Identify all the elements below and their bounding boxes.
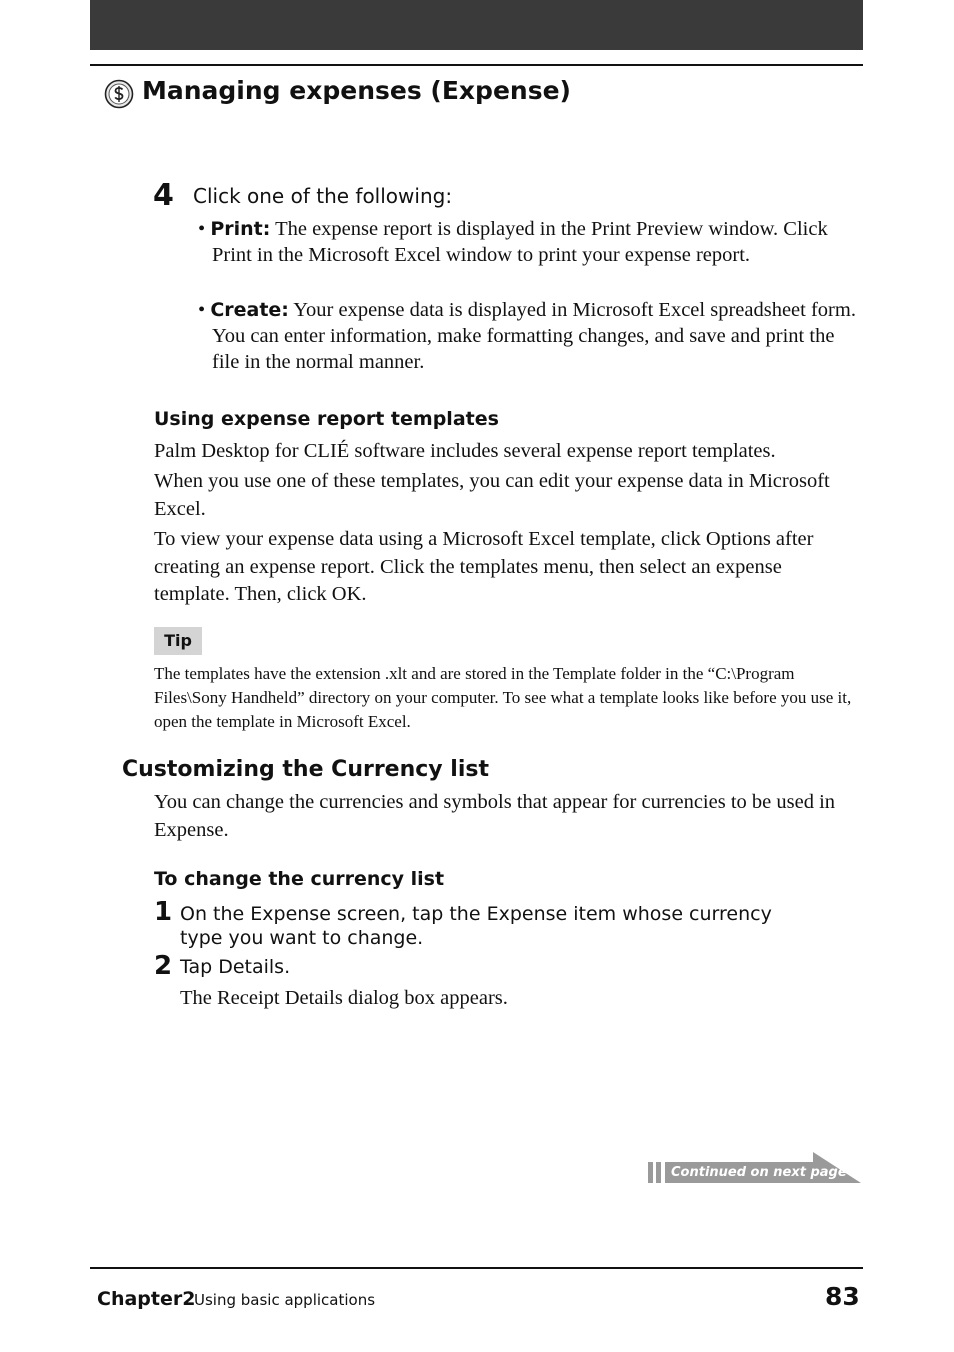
section-heading: Customizing the Currency list (122, 757, 489, 782)
step-number: 4 (153, 178, 174, 213)
tip-label: Tip (154, 627, 202, 655)
bullet-body: Your expense data is displayed in Microsoft Excel spreadsheet form. You can enter information, make formatting changes, and save and print the file in the normal manner. (212, 299, 856, 373)
footer-chapter: Chapter2 (97, 1288, 196, 1310)
paragraph: When you use one of these templates, you can edit your expense data in Microsoft Excel. (154, 470, 830, 520)
subsection-heading: To change the currency list (154, 868, 445, 890)
step-text: Click one of the following: (193, 184, 453, 208)
step-text: On the Expense screen, tap the Expense item whose currency type you want to change. (180, 903, 772, 949)
expense-app-icon (104, 79, 134, 109)
bullet-body: The expense report is displayed in the Print Preview window. Click Print in the Microsoft Excel window to print your expense report. (212, 218, 828, 266)
bullet-lead: Create: (210, 299, 289, 321)
tip-text: The templates have the extension .xlt and are stored in the Template folder in the “C:\Program Files\Sony Handheld” directory on your computer. To see what a template looks like before you use it, open the template in Microsoft Excel. (154, 664, 852, 731)
section-title: Managing expenses (Expense) (142, 76, 571, 105)
bullet-lead: Print: (210, 218, 271, 240)
paragraph: To view your expense data using a Microsoft Excel template, click Options after creating an expense report. Click the templates menu, then select an expense template. Then, click OK. (154, 528, 814, 605)
footer-rule (90, 1267, 863, 1269)
step-number: 2 (154, 951, 173, 981)
continued-text: Continued on next page (671, 1165, 847, 1180)
footer-chapter-title: Using basic applications (194, 1291, 376, 1309)
bullet-create: • Create: Your expense data is displayed in Microsoft Excel spreadsheet form. You can enter information, make formatting changes, and save and print the file in the normal manner. (198, 299, 856, 373)
paragraph: Palm Desktop for CLIÉ software includes several expense report templates. (154, 440, 776, 462)
header-bar (90, 0, 863, 50)
continued-stripes (648, 1162, 662, 1183)
subsection-heading: Using expense report templates (154, 408, 499, 430)
page-number: 83 (825, 1282, 860, 1311)
step-result: The Receipt Details dialog box appears. (180, 987, 508, 1009)
continued-indicator (648, 1152, 862, 1183)
step-number: 1 (154, 897, 173, 927)
bullet-print: • Print: The expense report is displayed in the Print Preview window. Click Print in the Microsoft Excel window to print your expense report. (198, 218, 828, 266)
paragraph: You can change the currencies and symbols that appear for currencies to be used in Expense. (154, 791, 836, 841)
step-text: Tap Details. (180, 956, 291, 978)
header-rule (90, 64, 863, 66)
